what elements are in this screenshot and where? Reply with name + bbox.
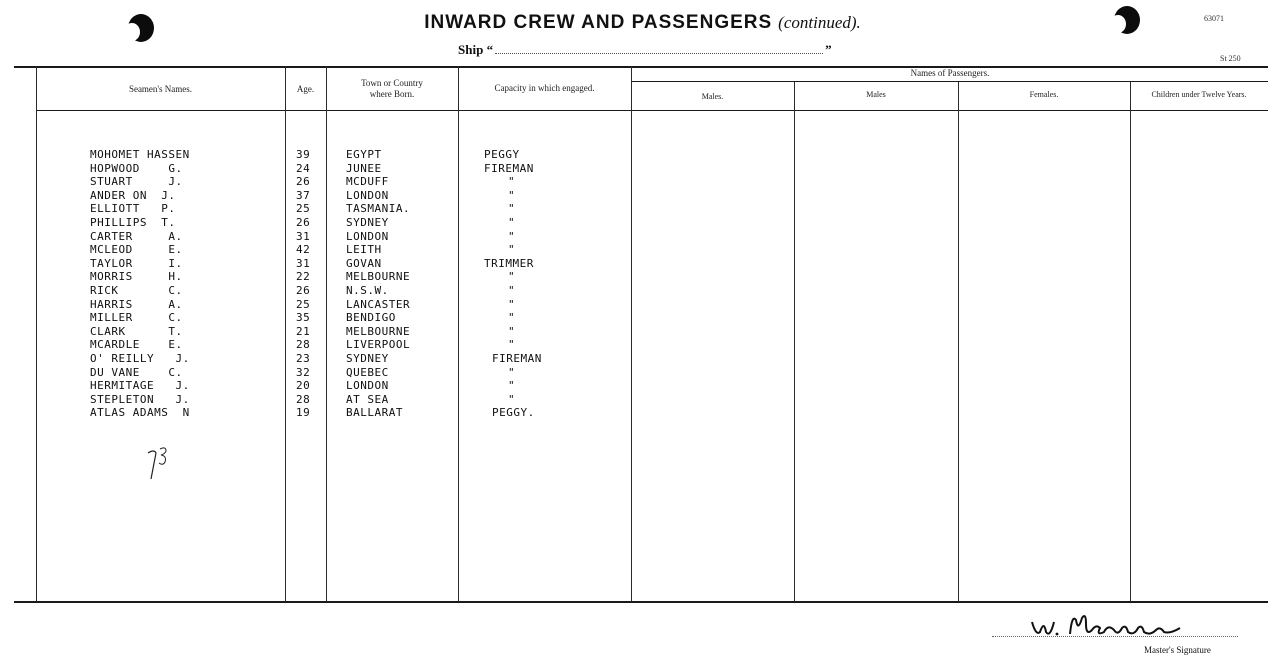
crew-town: GOVAN xyxy=(346,256,382,270)
crew-age: 22 xyxy=(296,270,311,284)
crew-age: 39 xyxy=(296,148,311,161)
crew-age: 23 xyxy=(296,352,311,365)
page-title xyxy=(0,12,1285,34)
handwritten-annotation-73 xyxy=(146,445,172,483)
crew-capacity: PEGGY. xyxy=(492,406,535,420)
crew-name: HARRIS A. xyxy=(90,297,183,311)
document-number: 63071 xyxy=(1204,14,1224,23)
crew-name: MCARDLE E. xyxy=(90,338,183,352)
ship-open-quote: “ xyxy=(486,42,494,57)
col-rule-3 xyxy=(458,66,459,602)
crew-town: SYDNEY xyxy=(346,352,389,365)
crew-age: 20 xyxy=(296,379,311,393)
crew-age: 24 xyxy=(296,161,311,175)
crew-age: 35 xyxy=(296,311,311,325)
ship-name-blank xyxy=(495,43,823,54)
crew-name: MORRIS H. xyxy=(90,270,183,284)
ship-close-quote: ” xyxy=(825,42,832,57)
header-age: Age. xyxy=(296,84,315,94)
crew-name: PHILLIPS T. xyxy=(90,216,176,229)
title-main: INWARD CREW AND PASSENGERS xyxy=(424,12,773,33)
header-capacity: Capacity in which engaged. xyxy=(494,83,595,93)
crew-town: LONDON xyxy=(346,188,389,202)
table-bottom-rule xyxy=(14,601,1268,603)
crew-name: MILLER C. xyxy=(90,311,183,325)
crew-age: 19 xyxy=(296,406,311,420)
crew-capacity: " xyxy=(508,297,515,311)
crew-capacity: " xyxy=(508,270,515,284)
crew-name: DU VANE C. xyxy=(90,365,183,379)
col-rule-0 xyxy=(36,66,37,602)
crew-capacity: " xyxy=(508,202,515,216)
crew-town: LIVERPOOL xyxy=(346,338,411,352)
crew-town: MELBOURNE xyxy=(346,324,411,338)
crew-town: QUEBEC xyxy=(346,365,389,379)
crew-town: MCDUFF xyxy=(346,175,389,189)
crew-age: 21 xyxy=(296,324,311,338)
crew-age: 42 xyxy=(296,243,311,257)
crew-town: AT SEA xyxy=(346,392,389,406)
crew-name: ELLIOTT P. xyxy=(90,202,176,216)
crew-name: TAYLOR I. xyxy=(90,256,183,270)
crew-town: EGYPT xyxy=(346,148,382,161)
crew-town: TASMANIA. xyxy=(346,202,411,216)
crew-name: CARTER A. xyxy=(90,229,183,243)
col-rule-5 xyxy=(794,82,795,602)
crew-name: HOPWOOD G. xyxy=(90,161,183,175)
crew-age: 31 xyxy=(296,229,311,243)
crew-capacity: " xyxy=(508,243,515,257)
crew-age: 28 xyxy=(296,338,311,352)
crew-capacity: " xyxy=(508,311,515,325)
header-passengers: Names of Passengers. xyxy=(910,68,990,78)
header-children: Children under Twelve Years. xyxy=(1151,90,1247,99)
crew-name: STEPLETON J. xyxy=(90,392,190,406)
crew-town: MELBOURNE xyxy=(346,270,411,284)
crew-name: CLARK T. xyxy=(90,324,183,338)
crew-age: 26 xyxy=(296,284,311,297)
crew-name: MOHOMET HASSEN xyxy=(90,148,190,161)
crew-capacity: " xyxy=(508,229,515,243)
crew-capacity: FIREMAN xyxy=(484,161,534,175)
header-bottom-rule xyxy=(36,110,1268,111)
crew-town: N.S.W. xyxy=(346,284,389,297)
passenger-group-rule xyxy=(632,81,1268,82)
title-continued: (continued). xyxy=(778,13,861,32)
crew-age: 25 xyxy=(296,297,311,311)
col-rule-7 xyxy=(1130,82,1131,602)
crew-town: SYDNEY xyxy=(346,216,389,229)
crew-capacity: TRIMMER xyxy=(484,256,534,270)
crew-town: LONDON xyxy=(346,229,389,243)
crew-name: O' REILLY J. xyxy=(90,352,190,365)
header-males-2: Males xyxy=(866,90,886,99)
crew-capacity: " xyxy=(508,365,515,379)
col-rule-4 xyxy=(631,66,632,602)
crew-town: BALLARAT xyxy=(346,406,403,420)
crew-capacity: " xyxy=(508,379,515,393)
crew-capacity: " xyxy=(508,338,515,352)
crew-capacity: " xyxy=(508,216,515,229)
form-code: St 250 xyxy=(1220,54,1241,63)
crew-age: 31 xyxy=(296,256,311,270)
crew-capacity: " xyxy=(508,188,515,202)
col-rule-6 xyxy=(958,82,959,602)
crew-name: RICK C. xyxy=(90,284,183,297)
crew-age: 26 xyxy=(296,216,311,229)
master-signature xyxy=(1030,610,1190,646)
crew-capacity: " xyxy=(508,392,515,406)
crew-capacity: " xyxy=(508,324,515,338)
crew-capacity: " xyxy=(508,175,515,189)
crew-capacity: PEGGY xyxy=(484,148,520,161)
crew-town: LEITH xyxy=(346,243,382,257)
crew-town: LANCASTER xyxy=(346,297,411,311)
crew-age: 28 xyxy=(296,392,311,406)
crew-capacity: " xyxy=(508,284,515,297)
header-males-1: Males. xyxy=(701,92,724,101)
crew-name: ANDER ON J. xyxy=(90,188,176,202)
crew-name: MCLEOD E. xyxy=(90,243,183,257)
signature-label: Master's Signature xyxy=(1144,645,1211,655)
crew-age: 37 xyxy=(296,188,311,202)
header-seamen-names: Seamen's Names. xyxy=(128,84,193,94)
crew-age: 26 xyxy=(296,175,311,189)
crew-town: JUNEE xyxy=(346,161,382,175)
ship-field xyxy=(458,42,832,58)
crew-name: HERMITAGE J. xyxy=(90,379,190,393)
header-females: Females. xyxy=(1029,90,1059,99)
crew-town: BENDIGO xyxy=(346,311,396,325)
crew-town: LONDON xyxy=(346,379,389,393)
col-rule-1 xyxy=(285,66,286,602)
crew-name: ATLAS ADAMS N xyxy=(90,406,190,420)
header-town: Town or Country where Born. xyxy=(361,78,423,99)
ship-label: Ship xyxy=(458,42,484,57)
col-rule-2 xyxy=(326,66,327,602)
crew-age: 25 xyxy=(296,202,311,216)
crew-capacity: FIREMAN xyxy=(492,352,542,365)
crew-name: STUART J. xyxy=(90,175,183,189)
crew-age: 32 xyxy=(296,365,311,379)
